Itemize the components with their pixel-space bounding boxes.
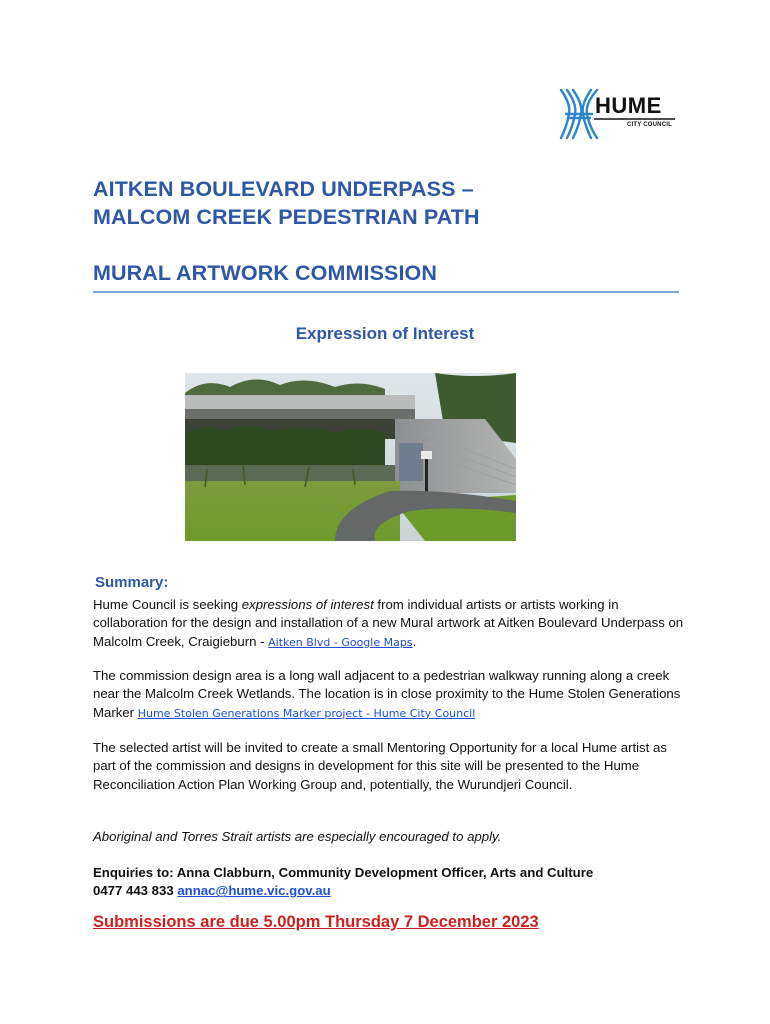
p1-end: . bbox=[412, 633, 417, 649]
enquiries-phone-line bbox=[93, 882, 593, 900]
underpass-photo bbox=[185, 373, 516, 541]
summary-heading: Summary: bbox=[95, 574, 169, 591]
summary-paragraph-4: Aboriginal and Torres Strait artists are especially encouraged to apply. bbox=[93, 829, 502, 844]
title-line-2: MALCOM CREEK PEDESTRIAN PATH bbox=[93, 205, 480, 229]
p1-text-a: Hume Council is seeking bbox=[93, 597, 242, 612]
logo-wordmark: HUME bbox=[595, 93, 662, 118]
title-line-1: AITKEN BOULEVARD UNDERPASS – bbox=[93, 177, 474, 201]
title-line-3: MURAL ARTWORK COMMISSION bbox=[93, 261, 437, 285]
enquiries-contact: Enquiries to: Anna Clabburn, Community Development Officer, Arts and Culture bbox=[93, 865, 594, 880]
p2-text: The commission design area is a long wall adjacent to a pedestrian walkway running along a creek near the Malcolm Creek Wetlands. The location is in close proximity to the Hume Stolen Generations Marker bbox=[93, 668, 681, 720]
stolen-generations-marker-link[interactable]: Hume Stolen Generations Marker project - Hume City Council bbox=[137, 706, 476, 720]
submission-deadline: Submissions are due 5.00pm Thursday 7 December 2023 bbox=[93, 913, 539, 931]
hume-city-council-logo bbox=[557, 86, 677, 142]
document-subtitle: Expression of Interest bbox=[295, 324, 475, 343]
logo-subtitle: CITY COUNCIL bbox=[627, 122, 672, 128]
enquiries-block bbox=[93, 864, 593, 901]
summary-paragraph-1 bbox=[93, 596, 693, 652]
p1-text-b: from individual artists or artists working in collaboration for the design and installation of a new Mural artwork at Aitken Boulevard Underpass on Malcolm Creek, Craigieburn - bbox=[93, 597, 684, 649]
p1-emphasis: expressions of interest bbox=[241, 597, 374, 612]
google-maps-link[interactable]: Aitken Blvd - Google Maps bbox=[268, 635, 413, 649]
summary-paragraph-2 bbox=[93, 667, 693, 723]
summary-paragraph-3: The selected artist will be invited to create a small Mentoring Opportunity for a local Hume artist as part of the commission and designs in development for this site will be presented to the Hume Reconciliation Action Plan Working Group and, potentially, the Wurundjeri Council. bbox=[93, 740, 667, 792]
title-divider bbox=[93, 291, 679, 293]
enquiries-phone: 0477 443 833 bbox=[93, 883, 178, 899]
enquiries-email-link[interactable]: annac@hume.vic.gov.au bbox=[177, 883, 331, 899]
